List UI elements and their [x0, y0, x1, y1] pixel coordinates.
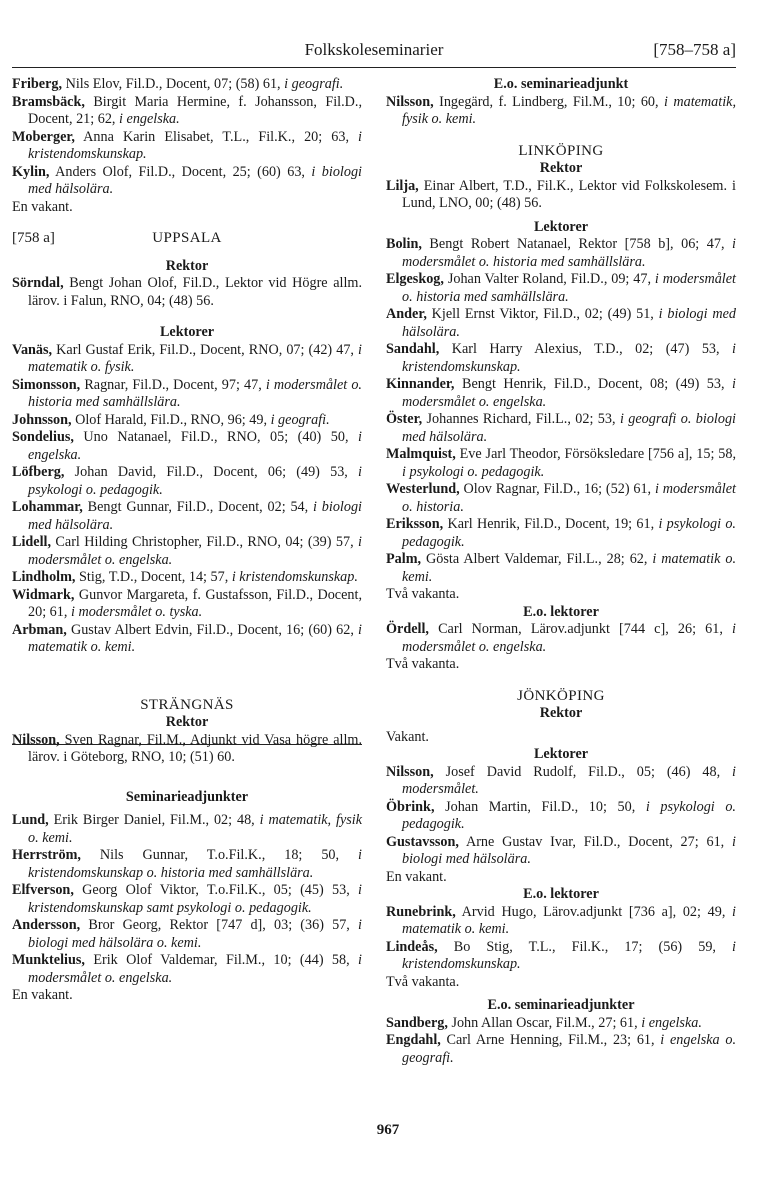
subheading-rektor: Rektor [539, 705, 583, 721]
staff-details: Birgit Maria Hermine, f. Johansson, Fil.D., Docent, 21; 62, [28, 93, 362, 127]
staff-entry [12, 76, 362, 94]
staff-name: Malmquist, [386, 446, 456, 462]
staff-entry [12, 952, 362, 987]
staff-entry [386, 306, 736, 341]
strangnas-rektor-list [12, 732, 362, 767]
vacancy-note: Två vakanta. [386, 973, 460, 990]
staff-details: Georg Olof Viktor, T.o.Fil.K., 05; (45) 53, [73, 882, 359, 898]
staff-details: Erik Olof Valdemar, Fil.M., 10; (44) 58, [84, 952, 359, 968]
subheading-rektor: Rektor [165, 714, 209, 730]
top-eo-list [386, 94, 736, 129]
staff-details: Stig, T.D., Docent, 14; 57, [75, 569, 232, 585]
staff-name: Vanäs, [12, 341, 53, 358]
subheading-eo-seminarieadjunkter: E.o. seminarieadjunkter [487, 997, 635, 1013]
staff-name: Andersson, [12, 917, 81, 933]
staff-details: Johan Valter Roland, Fil.D., 09; 47, [443, 271, 655, 287]
staff-details: Bengt Henrik, Fil.D., Docent, 08; (49) 53, [454, 376, 733, 392]
staff-name: Munktelius, [12, 952, 85, 968]
staff-details: Einar Albert, T.D., Fil.K., Lektor vid Folkskolesem. i Lund, LNO, 00; (48) 56. [402, 177, 736, 211]
staff-details: Ragnar, Fil.D., Docent, 97; 47, [80, 376, 266, 393]
vacancy-note: Två vakanta. [386, 586, 460, 602]
section-marker: [758 a] [12, 230, 55, 246]
city-heading-strangnas: STRÄNGNÄS [140, 696, 234, 713]
staff-subject: i matematik o. kemi. [402, 903, 736, 937]
staff-entry [12, 412, 362, 430]
staff-subject: i kristendomskunskap. [231, 569, 358, 585]
staff-name: Öbrink, [386, 798, 435, 815]
staff-subject: i modersmålet o. historia med samhällslära. [402, 271, 736, 305]
subheading-seminarieadjunkter: Seminarieadjunkter [125, 788, 249, 805]
staff-entry [12, 882, 362, 917]
staff-subject: i geografi o. biologi med hälsolära. [402, 411, 736, 445]
staff-details: Anders Olof, Fil.D., Docent, 25; (60) 63, [49, 163, 312, 180]
staff-name: Elgeskog, [386, 271, 444, 287]
subheading-rektor: Rektor [165, 257, 209, 274]
staff-details: Johan Martin, Fil.D., 10; 50, [434, 798, 646, 815]
staff-name: Ördell, [386, 621, 429, 637]
linkoping-lektorer-list [386, 236, 736, 586]
staff-subject: i geografi. [284, 76, 344, 92]
staff-subject: i modersmålet o. engelska. [402, 621, 736, 655]
staff-details: Karl Henrik, Fil.D., Docent, 19; 61, [443, 516, 659, 532]
staff-details: Uno Natanael, Fil.D., RNO, 05; (40) 50, [73, 429, 359, 445]
staff-details: Gösta Albert Valdemar, Fil.L., 28; 62, [421, 551, 653, 567]
subheading-lektorer: Lektorer [159, 324, 215, 340]
staff-entry [12, 94, 362, 129]
staff-name: Löfberg, [12, 464, 65, 480]
staff-entry [386, 1032, 736, 1067]
staff-name: Arbman, [12, 621, 67, 638]
right-column [386, 76, 736, 1067]
staff-entry [386, 341, 736, 376]
staff-details: Bengt Johan Olof, Fil.D., Lektor vid Högre allm. lärov. i Falun, RNO, 04; (48) 56. [28, 275, 362, 309]
staff-subject: i modersmålet o. engelska. [28, 534, 362, 568]
staff-entry [386, 551, 736, 586]
staff-name: Öster, [386, 411, 423, 427]
staff-details: Arne Gustav Ivar, Fil.D., Docent, 27; 61, [458, 833, 733, 850]
staff-name: Runebrink, [386, 903, 456, 920]
staff-entry [386, 904, 736, 939]
staff-entry [386, 834, 736, 869]
jonkoping-lektorer-list [386, 764, 736, 869]
staff-subject: i kristendomskunskap samt psykologi o. pedagogik. [28, 882, 362, 916]
staff-entry [386, 271, 736, 306]
subheading-eo-lektorer: E.o. lektorer [523, 603, 599, 620]
staff-name: Palm, [386, 551, 422, 567]
staff-entry [386, 446, 736, 481]
staff-name: Ander, [386, 306, 427, 322]
staff-entry [386, 939, 736, 974]
staff-details: Bengt Robert Natanael, Rektor [758 b], 06; 47, [421, 236, 733, 252]
staff-entry [12, 464, 362, 499]
running-title: Folkskoleseminarier [304, 40, 444, 59]
uppsala-lektorer-list [12, 342, 362, 657]
staff-subject: i engelska. [119, 111, 180, 127]
staff-entry [12, 377, 362, 412]
staff-subject: i psykologi o. pedagogik. [402, 516, 736, 550]
staff-details: Bror Georg, Rektor [747 d], 03; (36) 57, [80, 917, 359, 933]
staff-details: Johannes Richard, Fil.L., 02; 53, [422, 411, 620, 427]
staff-entry [12, 499, 362, 534]
staff-subject: i matematik o. kemi. [28, 621, 362, 655]
staff-name: Bramsbäck, [12, 93, 85, 110]
staff-subject: i engelska o. geografi. [402, 1032, 736, 1066]
staff-name: Lindholm, [12, 569, 76, 585]
staff-subject: i biologi med hälsolära o. kemi. [28, 917, 362, 951]
staff-name: Engdahl, [386, 1032, 441, 1048]
vacancy-note: En vakant. [386, 868, 447, 885]
staff-subject: i biologi med hälsolära. [402, 833, 736, 867]
staff-details: John Allan Oscar, Fil.M., 27; 61, [447, 1014, 642, 1031]
staff-name: Sandberg, [386, 1014, 448, 1031]
top-entries [12, 76, 362, 199]
staff-subject: i matematik, fysik o. kemi. [28, 812, 362, 846]
staff-entry [12, 917, 362, 952]
staff-name: Lindeås, [386, 938, 438, 955]
staff-details: Karl Harry Alexius, T.D., 02; (47) 53, [439, 341, 733, 357]
staff-details: Josef David Rudolf, Fil.D., 05; (46) 48, [433, 763, 733, 780]
staff-entry [12, 275, 362, 310]
staff-details: Olov Ragnar, Fil.D., 16; (52) 61, [459, 481, 655, 497]
staff-subject: i modersmålet o. engelska. [402, 376, 736, 410]
staff-name: Moberger, [12, 128, 75, 145]
page-number: 967 [376, 1122, 400, 1138]
staff-name: Sörndal, [12, 275, 64, 291]
header-rule [12, 67, 736, 68]
left-column [12, 76, 362, 1005]
staff-details: Arvid Hugo, Lärov.adjunkt [736 a], 02; 49, [455, 903, 733, 920]
staff-entry [386, 1015, 736, 1033]
staff-subject: i modersmålet. [402, 763, 736, 797]
staff-subject: i modersmålet o. engelska. [28, 952, 362, 986]
staff-subject: i biologi med hälsolära. [402, 306, 736, 340]
staff-details: Carl Arne Henning, Fil.M., 23; 61, [440, 1032, 661, 1048]
staff-subject: i matematik o. kemi. [402, 551, 736, 585]
staff-name: Sondelius, [12, 429, 74, 445]
staff-name: Bolin, [386, 236, 422, 252]
staff-entry [12, 342, 362, 377]
staff-details: Ingegärd, f. Lindberg, Fil.M., 10; 60, [433, 93, 664, 110]
city-heading-linkoping: LINKÖPING [518, 142, 604, 159]
staff-details: Olof Harald, Fil.D., RNO, 96; 49, [71, 411, 271, 428]
staff-subject: i kristendomskunskap. [402, 341, 736, 375]
staff-name: Kylin, [12, 163, 50, 180]
staff-entry [386, 799, 736, 834]
staff-details: Anna Karin Elisabet, T.L., Fil.K., 20; 63, [74, 128, 359, 145]
vacancy-note: En vakant. [12, 198, 73, 215]
staff-details: Sven Ragnar, Fil.M., Adjunkt vid Vasa högre allm. lärov. i Göteborg, RNO, 10; (51) 60. [28, 731, 362, 765]
subheading-rektor: Rektor [539, 160, 583, 176]
staff-subject: i biologi med hälsolära. [28, 163, 362, 197]
staff-name: Elfverson, [12, 882, 74, 898]
vacancy-note: Två vakanta. [386, 656, 460, 672]
vacancy-note: Vakant. [386, 728, 429, 745]
staff-details: Eve Jarl Theodor, Försöksledare [756 a], 15; 58, [455, 446, 736, 462]
staff-name: Westerlund, [386, 481, 460, 497]
staff-name: Herrström, [12, 847, 81, 863]
jonkoping-eo-list [386, 904, 736, 974]
staff-name: Lilja, [386, 177, 419, 194]
staff-entry [386, 621, 736, 656]
staff-name: Lund, [12, 812, 49, 828]
staff-entry [386, 178, 736, 213]
staff-subject: i modersmålet o. historia med samhällslära. [28, 376, 362, 410]
staff-details: Carl Norman, Lärov.adjunkt [744 c], 26; 61, [428, 621, 733, 637]
staff-entry [12, 847, 362, 882]
staff-entry [12, 587, 362, 622]
staff-name: Kinnander, [386, 376, 455, 392]
staff-entry [12, 732, 362, 767]
staff-details: Bengt Gunnar, Fil.D., Docent, 02; 54, [82, 499, 314, 515]
staff-name: Friberg, [12, 76, 63, 92]
staff-details: Nils Gunnar, T.o.Fil.K., 18; 50, [80, 847, 359, 863]
staff-entry [386, 236, 736, 271]
staff-name: Simonsson, [12, 376, 81, 393]
vacancy-note: En vakant. [12, 987, 73, 1003]
staff-details: Gustav Albert Edvin, Fil.D., Docent, 16; (60) 62, [66, 621, 359, 638]
staff-details: Karl Gustaf Erik, Fil.D., Docent, RNO, 07; (42) 47, [52, 341, 359, 358]
staff-entry [12, 812, 362, 847]
staff-entry [12, 622, 362, 657]
staff-subject: i engelska. [28, 429, 362, 463]
page-header [12, 40, 736, 64]
staff-entry [12, 129, 362, 164]
section-reference: [758–758 a] [653, 40, 736, 59]
staff-name: Gustavsson, [386, 833, 459, 850]
staff-name: Johnsson, [12, 411, 72, 428]
staff-entry [386, 516, 736, 551]
staff-entry [386, 481, 736, 516]
staff-details: Kjell Ernst Viktor, Fil.D., 02; (49) 51, [426, 306, 659, 322]
staff-entry [12, 569, 362, 587]
staff-subject: i engelska. [641, 1014, 702, 1031]
staff-entry [386, 764, 736, 799]
staff-name: Widmark, [12, 586, 75, 603]
staff-subject: i matematik, fysik o. kemi. [402, 93, 736, 127]
staff-subject: i biologi med hälsolära. [28, 499, 362, 533]
staff-subject: i kristendomskunskap o. historia med samhällslära. [28, 847, 362, 881]
staff-entry [386, 94, 736, 129]
staff-name: Nilsson, [386, 763, 434, 780]
staff-subject: i matematik o. fysik. [28, 341, 362, 375]
staff-details: Bo Stig, T.L., Fil.K., 17; (56) 59, [437, 938, 733, 955]
staff-subject: i psykologi o. pedagogik. [28, 464, 362, 498]
staff-subject: i modersmålet o. historia med samhällslära. [402, 236, 736, 270]
staff-details: Gunvor Margareta, f. Gustafsson, Fil.D., Docent, 20; 61, [28, 586, 362, 620]
staff-subject: i geografi. [270, 411, 330, 428]
staff-name: Lidell, [12, 534, 52, 550]
staff-name: Nilsson, [386, 93, 434, 110]
staff-subject: i psykologi o. pedagogik. [402, 798, 736, 832]
strangnas-adjunkter-list [12, 812, 362, 987]
staff-details: Nils Elov, Fil.D., Docent, 07; (58) 61, [62, 76, 285, 92]
subheading-eo-seminarieadjunkt: E.o. seminarieadjunkt [493, 76, 629, 92]
staff-details: Johan David, Fil.D., Docent, 06; (49) 53, [64, 464, 359, 480]
staff-subject: i psykologi o. pedagogik. [402, 463, 545, 480]
subheading-lektorer: Lektorer [533, 218, 589, 235]
staff-entry [12, 429, 362, 464]
staff-name: Lohammar, [12, 499, 83, 515]
staff-subject: i kristendomskunskap. [28, 128, 362, 162]
linkoping-eo-list [386, 621, 736, 656]
staff-entry [12, 164, 362, 199]
section-heading-uppsala [12, 230, 362, 248]
subheading-eo-lektorer: E.o. lektorer [523, 886, 599, 902]
staff-name: Sandahl, [386, 341, 440, 357]
staff-entry [386, 376, 736, 411]
city-heading-jonkoping: JÖNKÖPING [517, 687, 605, 704]
staff-entry [386, 411, 736, 446]
uppsala-rektor-list [12, 275, 362, 310]
subheading-lektorer: Lektorer [533, 746, 589, 762]
linkoping-rektor-list [386, 178, 736, 213]
staff-subject: i modersmålet o. tyska. [70, 604, 203, 620]
staff-details: Carl Hilding Christopher, Fil.D., RNO, 04; (39) 57, [51, 534, 359, 550]
city-heading: UPPSALA [152, 230, 222, 246]
staff-details: Erik Birger Daniel, Fil.M., 02; 48, [48, 812, 260, 828]
staff-subject: i modersmålet o. historia. [402, 481, 736, 515]
jonkoping-adjunkter-list [386, 1015, 736, 1068]
staff-name: Nilsson, [12, 731, 60, 748]
staff-subject: i kristendomskunskap. [402, 938, 736, 972]
staff-name: Eriksson, [386, 516, 444, 532]
staff-entry [12, 534, 362, 569]
